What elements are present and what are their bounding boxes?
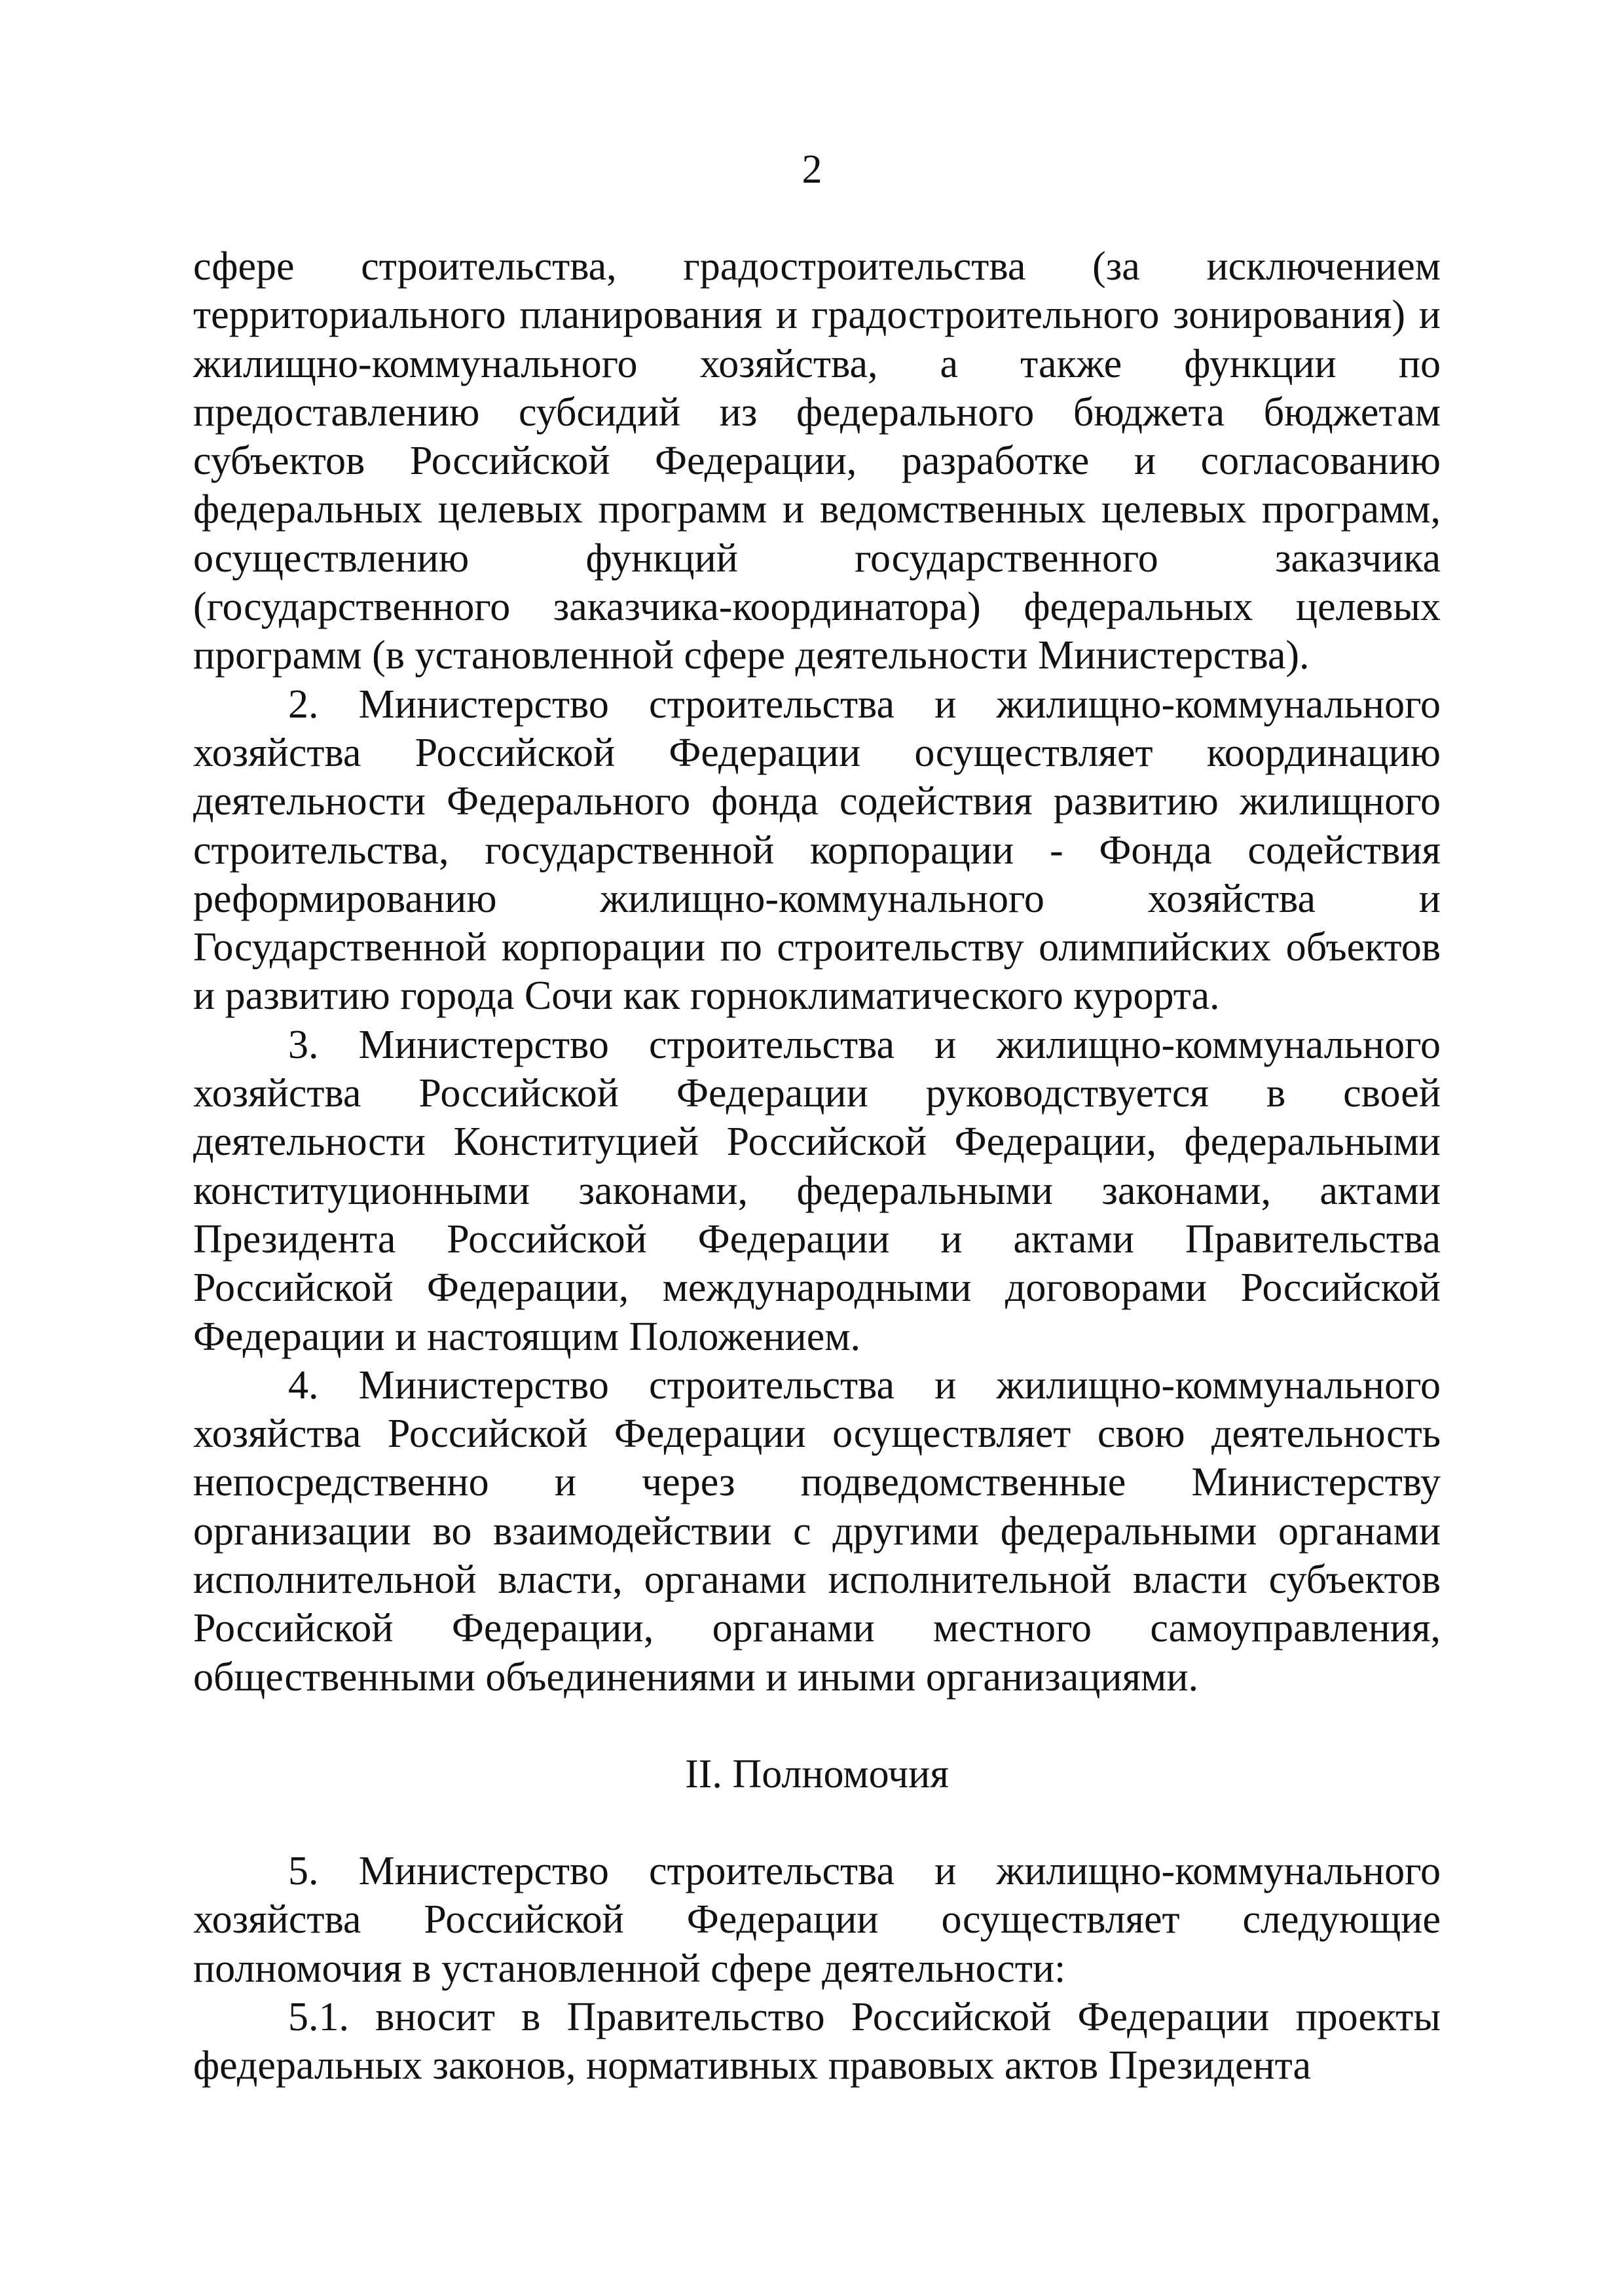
page-number: 2 xyxy=(802,147,822,192)
section-heading: II. Полномочия xyxy=(685,1751,949,1796)
paragraph-item-5-1: 5.1. вносит в Правительство Российской Федерации проекты федеральных законов, нормативных правовых актов Президента xyxy=(193,1994,1441,2088)
document-body xyxy=(193,242,1441,2090)
paragraph-item-2: 2. Министерство строительства и жилищно-коммунального хозяйства Российской Федерации осуществляет координацию деятельности Федерального фонда содействия развитию жилищного строительства, государственной корпорации - Фонда содействия реформированию жилищно-коммунального хозяйства и Государственной корпорации по строительству олимпийских объектов и развитию города Сочи как горноклиматического курорта. xyxy=(193,682,1441,1019)
paragraph-continuation: сфере строительства, градостроительства (за исключением территориального планирования и градостроительного зонирования) и жилищно-коммунального хозяйства, а также функции по предоставлению субсидий из федерального бюджета бюджетам субъектов Российской Федерации, разработке и согласованию федеральных целевых программ и ведомственных целевых программ, осуществлению функций государственного заказчика (государственного заказчика-координатора) федеральных целевых программ (в установленной сфере деятельности Министерства). xyxy=(193,244,1441,678)
paragraph-item-5: 5. Министерство строительства и жилищно-коммунального хозяйства Российской Федерации осуществляет следующие полномочия в установленной сфере деятельности: xyxy=(193,1848,1441,1991)
paragraph-item-3: 3. Министерство строительства и жилищно-коммунального хозяйства Российской Федерации руководствуется в своей деятельности Конституцией Российской Федерации, федеральными конституционными законами, федеральными законами, актами Президента Российской Федерации и актами Правительства Российской Федерации, международными договорами Российской Федерации и настоящим Положением. xyxy=(193,1022,1441,1359)
paragraph-item-4: 4. Министерство строительства и жилищно-коммунального хозяйства Российской Федерации осуществляет свою деятельность непосредственно и через подведомственные Министерству организации во взаимодействии с другими федеральными органами исполнительной власти, органами исполнительной власти субъектов Российской Федерации, органами местного самоуправления, общественными объединениями и иными организациями. xyxy=(193,1362,1441,1700)
